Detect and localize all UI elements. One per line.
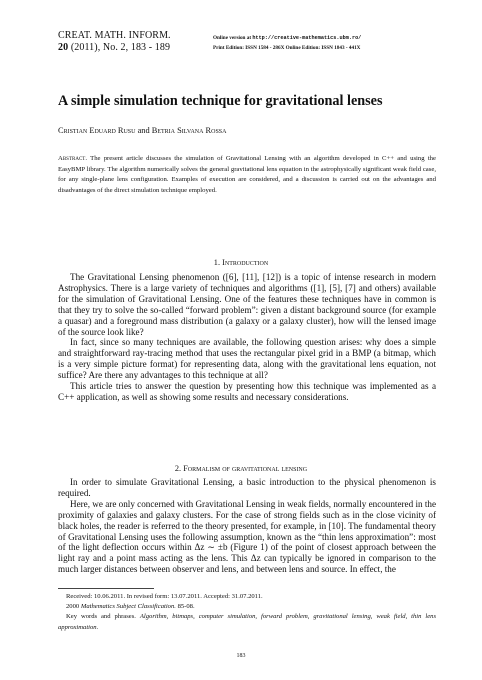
section-1-body <box>58 272 436 403</box>
online-url-link[interactable]: http://creative-mathematics.ubm.ro/ <box>252 35 362 41</box>
author-2: Betria Silvana Rossa <box>151 126 227 135</box>
print-edition-line: Print Edition: ISSN 1584 - 286X Online Edition: ISSN 1843 - 441X <box>213 45 361 51</box>
author-1: Cristian Eduard Rusu <box>58 126 136 135</box>
section-2-heading <box>0 464 482 473</box>
section-2-number: 2. <box>174 464 182 473</box>
author-conjunction: and <box>137 126 150 135</box>
footnote-divider <box>58 588 154 589</box>
page-number: 183 <box>236 653 246 659</box>
msc-year: 2000 <box>66 603 80 611</box>
section-1-number: 1. <box>213 258 221 267</box>
abstract-label: Abstract. <box>58 155 88 162</box>
keywords-text: Algorithm, bitmaps, computer simulation, forward problem, gravitational lensing, weak field, thin lens approximation. <box>58 613 437 631</box>
section-1-title: Introduction <box>222 258 269 267</box>
abstract <box>58 154 436 196</box>
paper-title: A simple simulation technique for gravitational lenses <box>58 93 383 109</box>
journal-pages: 183 - 189 <box>130 42 171 53</box>
online-prefix: Online version at <box>213 35 252 41</box>
edition-info <box>213 33 361 53</box>
msc-label: Mathematics Subject Classification. <box>80 603 176 611</box>
section-1-heading <box>0 258 482 267</box>
section-1-paragraph: The Gravitational Lensing phenomenon ([6], [11], [12]) is a topic of intense research in modern Astrophysics. There is a large variety of techniques and algorithms ([1], [5], [7] and others) available for the simulation of Gravitational Lensing. One of the features these techniques have in common is that they try to solve the so-called “forward problem”: given a distant background source (for example a quasar) and a foreground mass distribution (a galaxy or a galaxy cluster), how will the lensed image of the source look like? <box>58 272 436 337</box>
journal-issue-info: (2011), No. 2, <box>70 42 129 53</box>
keywords-label: Key words and phrases. <box>66 613 136 621</box>
keywords <box>58 612 436 632</box>
journal-volume: 20 <box>58 42 69 53</box>
journal-name: CREAT. MATH. INFORM. <box>58 30 171 41</box>
section-2-body <box>58 477 436 575</box>
online-version-line <box>213 33 361 43</box>
section-2-title: Formalism of gravitational lensing <box>183 464 308 473</box>
received-dates: Received: 10.06.2011. In revised form: 13.07.2011. Accepted: 31.07.2011. <box>66 593 263 600</box>
footnotes <box>58 592 436 633</box>
section-1-paragraph: In fact, since so many techniques are available, the following question arises: why does a simple and straightforward ray-tracing method that uses the rectangular pixel grid in a BMP (a bitmap, which is a very simple picture format) for representing data, along with the gravitational lens equation, not suffice? Are there any advantages to this technique at all? <box>58 337 436 381</box>
section-2-paragraph: Here, we are only concerned with Gravitational Lensing in weak fields, normally encountered in the proximity of galaxies and galaxy clusters. For the case of strong fields such as in the close vicinity of black holes, the reader is referred to the theory presented, for example, in [10]. The fundamental theory of Gravitational Lensing uses the following assumption, known as the “thin lens approximation”: most of the light deflection occurs within Δz ∼ ±b (Figure 1) of the point of closest approach between the light ray and a point mass acting as the lens. This Δz can typically be ignored in comparison to the much larger distances between observer and lens, and between lens and source. In effect, the <box>58 498 436 575</box>
author-line <box>58 126 226 135</box>
abstract-text: The present article discusses the simulation of Gravitational Lensing with an algorithm developed in C++ and using the EasyBMP library. The algorithm numerically solves the general gravitational lens equation in the astrophysically significant weak field case, for any single-plane lens configuration. Examples of execution are considered, and a discussion is carried out on the advantages and disadvantages of the direct simulation technique employed. <box>58 155 436 194</box>
section-1-paragraph: This article tries to answer the question by presenting how this technique was implemented as a C++ application, as well as showing some results and necessary considerations. <box>58 381 436 402</box>
section-2-paragraph: In order to simulate Gravitational Lensing, a basic introduction to the physical phenomenon is required. <box>58 477 436 498</box>
msc-codes: 85-08. <box>177 603 195 611</box>
journal-issue <box>58 42 171 54</box>
msc-classification <box>58 602 436 612</box>
journal-header <box>58 30 171 54</box>
